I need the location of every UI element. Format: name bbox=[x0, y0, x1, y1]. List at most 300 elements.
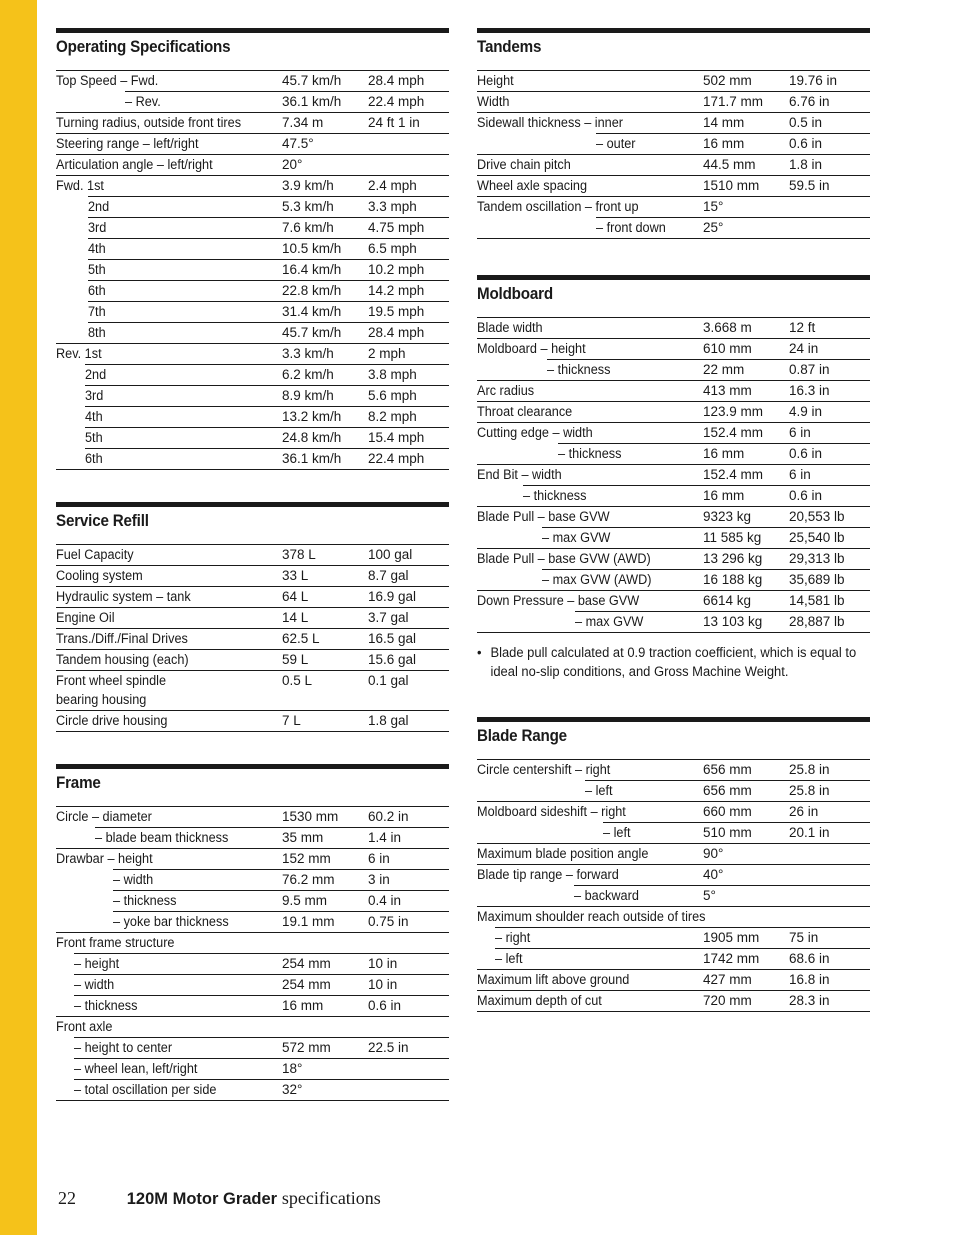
metric-value: 16 mm bbox=[703, 136, 745, 151]
spec-label bbox=[56, 1017, 282, 1037]
spec-label bbox=[477, 949, 703, 969]
section-header bbox=[56, 764, 449, 801]
spec-label-text: 3rd bbox=[88, 220, 107, 235]
metric-value: 3.668 m bbox=[703, 320, 752, 335]
spec-label-text: 5th bbox=[88, 262, 106, 277]
metric-value: 5° bbox=[703, 888, 716, 903]
spec-label bbox=[56, 996, 282, 1016]
metric-value: 64 L bbox=[282, 589, 309, 604]
spec-table bbox=[56, 544, 449, 732]
spec-label bbox=[477, 155, 703, 175]
metric-value: 0.5 L bbox=[282, 673, 313, 688]
spec-row bbox=[477, 991, 870, 1012]
spec-label bbox=[477, 865, 703, 885]
spec-label-text: Top Speed – Fwd. bbox=[56, 73, 159, 88]
spec-row bbox=[477, 197, 870, 218]
imperial-value: 1.4 in bbox=[368, 830, 402, 845]
spec-row bbox=[56, 176, 449, 197]
spec-label bbox=[56, 386, 282, 406]
spec-row bbox=[56, 1038, 449, 1059]
imperial-value: 0.6 in bbox=[789, 488, 823, 503]
imperial-value: 1.8 in bbox=[789, 157, 823, 172]
spec-label bbox=[56, 260, 282, 280]
spec-label-text: Width bbox=[477, 94, 510, 109]
spec-label-text: Maximum depth of cut bbox=[477, 993, 602, 1008]
imperial-value: 2.4 mph bbox=[368, 178, 417, 193]
imperial-value: 22.5 in bbox=[368, 1040, 409, 1055]
spec-row bbox=[56, 828, 449, 849]
metric-value: 45.7 km/h bbox=[282, 73, 342, 88]
section-title: Moldboard bbox=[477, 285, 553, 303]
spec-label-text: 4th bbox=[85, 409, 103, 424]
spec-row bbox=[56, 587, 449, 608]
spec-label-text: Drive chain pitch bbox=[477, 157, 571, 172]
metric-value: 660 mm bbox=[703, 804, 752, 819]
spec-row bbox=[56, 954, 449, 975]
spec-label bbox=[56, 239, 282, 259]
spec-label-text: Cooling system bbox=[56, 568, 143, 583]
spec-row bbox=[477, 844, 870, 865]
footnote-text: Blade pull calculated at 0.9 traction coefficient, which is equal to ideal no-slip conditions, and Gross Machine Weight. bbox=[490, 645, 857, 679]
spec-label bbox=[477, 886, 703, 906]
spec-row bbox=[477, 760, 870, 781]
spec-label bbox=[56, 870, 282, 890]
spec-label-text: 2nd bbox=[88, 199, 110, 214]
spec-label-text: Tandem oscillation – front up bbox=[477, 199, 639, 214]
imperial-value: 24 ft 1 in bbox=[368, 115, 420, 130]
imperial-value: 0.6 in bbox=[368, 998, 402, 1013]
spec-row bbox=[477, 444, 870, 465]
row-divider bbox=[477, 632, 870, 633]
metric-value: 47.5° bbox=[282, 136, 314, 151]
spec-label-text: End Bit – width bbox=[477, 467, 562, 482]
spec-label-text: – max GVW (AWD) bbox=[542, 572, 652, 587]
imperial-value: 6.76 in bbox=[789, 94, 830, 109]
spec-label bbox=[56, 545, 282, 565]
metric-value: 5.3 km/h bbox=[282, 199, 334, 214]
spec-label-text: – thickness bbox=[523, 488, 587, 503]
spec-table bbox=[477, 317, 870, 633]
spec-label-text: – blade beam thickness bbox=[95, 830, 229, 845]
spec-label bbox=[477, 318, 703, 338]
spec-row bbox=[56, 71, 449, 92]
spec-label-text: Blade tip range – forward bbox=[477, 867, 619, 882]
footnote bbox=[477, 643, 870, 681]
spec-label bbox=[477, 844, 703, 864]
blade-range-section bbox=[477, 717, 870, 1012]
imperial-value: 68.6 in bbox=[789, 951, 830, 966]
spec-label-text: – height bbox=[74, 956, 120, 971]
spec-label-text: 4th bbox=[88, 241, 106, 256]
metric-value: 427 mm bbox=[703, 972, 752, 987]
imperial-value: 10 in bbox=[368, 956, 398, 971]
metric-value: 13.2 km/h bbox=[282, 409, 342, 424]
spec-row bbox=[56, 428, 449, 449]
imperial-value: 28.4 mph bbox=[368, 73, 425, 88]
spec-label bbox=[56, 650, 282, 670]
spec-label bbox=[477, 907, 870, 927]
operating-specifications-section bbox=[56, 28, 449, 470]
spec-table bbox=[477, 70, 870, 239]
metric-value: 254 mm bbox=[282, 956, 331, 971]
spec-row bbox=[477, 113, 870, 134]
section-header bbox=[477, 28, 870, 65]
spec-row bbox=[56, 344, 449, 365]
spec-label bbox=[477, 465, 703, 485]
spec-label bbox=[56, 629, 282, 649]
imperial-value: 6.5 mph bbox=[368, 241, 417, 256]
spec-label-text: – total oscillation per side bbox=[74, 1082, 217, 1097]
imperial-value: 3.8 mph bbox=[368, 367, 417, 382]
spec-label-text: Drawbar – height bbox=[56, 851, 153, 866]
imperial-value: 6 in bbox=[789, 467, 811, 482]
row-divider bbox=[56, 731, 449, 732]
spec-label bbox=[56, 849, 282, 869]
tandems-section bbox=[477, 28, 870, 239]
spec-label bbox=[56, 449, 282, 469]
spec-row bbox=[56, 365, 449, 386]
spec-label-text: – height to center bbox=[74, 1040, 173, 1055]
spec-row bbox=[477, 928, 870, 949]
imperial-value: 6 in bbox=[368, 851, 390, 866]
imperial-value: 22.4 mph bbox=[368, 451, 425, 466]
spec-label bbox=[56, 176, 282, 196]
spec-label bbox=[477, 928, 703, 948]
spec-row bbox=[56, 407, 449, 428]
imperial-value: 3.7 gal bbox=[368, 610, 409, 625]
spec-label-text: – width bbox=[113, 872, 154, 887]
spec-label-text: Maximum blade position angle bbox=[477, 846, 649, 861]
spec-row bbox=[477, 886, 870, 907]
spec-label-text: 3rd bbox=[85, 388, 104, 403]
spec-label-text: – left bbox=[603, 825, 631, 840]
spec-label-text: 8th bbox=[88, 325, 106, 340]
metric-value: 40° bbox=[703, 867, 724, 882]
metric-value: 31.4 km/h bbox=[282, 304, 342, 319]
spec-label bbox=[56, 1038, 282, 1058]
imperial-value: 15.4 mph bbox=[368, 430, 425, 445]
metric-value: 1530 mm bbox=[282, 809, 339, 824]
spec-label bbox=[477, 197, 703, 217]
spec-row bbox=[477, 402, 870, 423]
model-name: 120M Motor Grader bbox=[126, 1190, 278, 1208]
spec-label bbox=[477, 71, 703, 91]
section-title: Service Refill bbox=[56, 512, 149, 530]
metric-value: 15° bbox=[703, 199, 724, 214]
imperial-value: 26 in bbox=[789, 804, 819, 819]
metric-value: 33 L bbox=[282, 568, 309, 583]
spec-table bbox=[477, 759, 870, 1012]
spec-label-text: – wheel lean, left/right bbox=[74, 1061, 198, 1076]
metric-value: 7.34 m bbox=[282, 115, 324, 130]
metric-value: 62.5 L bbox=[282, 631, 320, 646]
metric-value: 24.8 km/h bbox=[282, 430, 342, 445]
metric-value: 572 mm bbox=[282, 1040, 331, 1055]
spec-row bbox=[56, 1059, 449, 1080]
page-number: 22 bbox=[58, 1188, 76, 1208]
metric-value: 32° bbox=[282, 1082, 303, 1097]
spec-row bbox=[56, 870, 449, 891]
spec-row bbox=[477, 823, 870, 844]
spec-label bbox=[56, 197, 282, 217]
metric-value: 8.9 km/h bbox=[282, 388, 334, 403]
spec-label-text: Circle – diameter bbox=[56, 809, 152, 824]
imperial-value: 16.5 gal bbox=[368, 631, 417, 646]
spec-label bbox=[477, 612, 703, 632]
metric-value: 19.1 mm bbox=[282, 914, 335, 929]
spec-row bbox=[56, 281, 449, 302]
spec-label bbox=[477, 339, 703, 359]
spec-label-text: Cutting edge – width bbox=[477, 425, 593, 440]
metric-value: 10.5 km/h bbox=[282, 241, 342, 256]
metric-value: 152.4 mm bbox=[703, 467, 764, 482]
metric-value: 378 L bbox=[282, 547, 316, 562]
spec-row bbox=[56, 113, 449, 134]
spec-row bbox=[56, 92, 449, 113]
metric-value: 16 mm bbox=[282, 998, 324, 1013]
spec-label-text: 2nd bbox=[85, 367, 107, 382]
metric-value: 610 mm bbox=[703, 341, 752, 356]
spec-row bbox=[477, 570, 870, 591]
spec-label bbox=[56, 344, 282, 364]
imperial-value: 10.2 mph bbox=[368, 262, 425, 277]
imperial-value: 59.5 in bbox=[789, 178, 830, 193]
imperial-value: 19.76 in bbox=[789, 73, 838, 88]
metric-value: 35 mm bbox=[282, 830, 324, 845]
imperial-value: 0.75 in bbox=[368, 914, 409, 929]
spec-label bbox=[56, 912, 282, 932]
metric-value: 16 mm bbox=[703, 488, 745, 503]
spec-row bbox=[477, 134, 870, 155]
spec-label-text: – thickness bbox=[547, 362, 611, 377]
spec-label-text: 5th bbox=[85, 430, 103, 445]
metric-value: 656 mm bbox=[703, 783, 752, 798]
imperial-value: 0.5 in bbox=[789, 115, 823, 130]
spec-label-text: – width bbox=[74, 977, 115, 992]
spec-row bbox=[56, 608, 449, 629]
spec-row bbox=[56, 545, 449, 566]
spec-label bbox=[477, 176, 703, 196]
imperial-value: 6 in bbox=[789, 425, 811, 440]
spec-row bbox=[56, 323, 449, 344]
spec-label bbox=[56, 566, 282, 586]
spec-table bbox=[56, 70, 449, 470]
metric-value: 502 mm bbox=[703, 73, 752, 88]
metric-value: 720 mm bbox=[703, 993, 752, 1008]
spec-row bbox=[477, 339, 870, 360]
spec-label bbox=[477, 760, 703, 780]
spec-label-text: Articulation angle – left/right bbox=[56, 157, 213, 172]
imperial-value: 3 in bbox=[368, 872, 390, 887]
spec-row bbox=[477, 218, 870, 239]
left-column bbox=[56, 28, 449, 1101]
spec-label-text: 6th bbox=[85, 451, 103, 466]
metric-value: 152 mm bbox=[282, 851, 331, 866]
imperial-value: 19.5 mph bbox=[368, 304, 425, 319]
spec-label-text: Fwd. 1st bbox=[56, 178, 104, 193]
spec-row bbox=[56, 891, 449, 912]
spec-label bbox=[477, 360, 703, 380]
metric-value: 1905 mm bbox=[703, 930, 760, 945]
spec-row bbox=[477, 507, 870, 528]
right-column bbox=[477, 28, 870, 1012]
metric-value: 254 mm bbox=[282, 977, 331, 992]
spec-label-text: – max GVW bbox=[542, 530, 611, 545]
spec-label-text: Sidewall thickness – inner bbox=[477, 115, 624, 130]
metric-value: 13 103 kg bbox=[703, 614, 763, 629]
spec-row bbox=[56, 260, 449, 281]
spec-row bbox=[56, 302, 449, 323]
row-divider bbox=[477, 238, 870, 239]
imperial-value: 14,581 lb bbox=[789, 593, 845, 608]
spec-row bbox=[56, 629, 449, 650]
metric-value: 59 L bbox=[282, 652, 309, 667]
spec-label-text: Maximum lift above ground bbox=[477, 972, 630, 987]
spec-row bbox=[477, 865, 870, 886]
imperial-value: 0.4 in bbox=[368, 893, 402, 908]
imperial-value: 4.75 mph bbox=[368, 220, 425, 235]
spec-row bbox=[56, 566, 449, 587]
imperial-value: 75 in bbox=[789, 930, 819, 945]
section-header bbox=[56, 502, 449, 539]
spec-label-text: Front axle bbox=[56, 1019, 113, 1034]
imperial-value: 28.4 mph bbox=[368, 325, 425, 340]
spec-row bbox=[56, 912, 449, 933]
metric-value: 171.7 mm bbox=[703, 94, 764, 109]
imperial-value: 0.1 gal bbox=[368, 673, 409, 688]
spec-label-text: Tandem housing (each) bbox=[56, 652, 189, 667]
spec-table bbox=[56, 806, 449, 1101]
spec-label bbox=[56, 711, 282, 731]
spec-label-text: – front down bbox=[596, 220, 666, 235]
imperial-value: 8.2 mph bbox=[368, 409, 417, 424]
imperial-value: 20.1 in bbox=[789, 825, 830, 840]
spec-row bbox=[56, 197, 449, 218]
spec-row bbox=[56, 671, 449, 711]
spec-label-text: Turning radius, outside front tires bbox=[56, 115, 242, 130]
imperial-value: 25.8 in bbox=[789, 762, 830, 777]
metric-value: 6614 kg bbox=[703, 593, 752, 608]
spec-row bbox=[56, 807, 449, 828]
imperial-value: 35,689 lb bbox=[789, 572, 845, 587]
metric-value: 36.1 km/h bbox=[282, 94, 342, 109]
spec-label bbox=[56, 71, 282, 91]
metric-value: 44.5 mm bbox=[703, 157, 756, 172]
spec-row bbox=[477, 591, 870, 612]
spec-row bbox=[56, 134, 449, 155]
spec-label-text: – thickness bbox=[74, 998, 138, 1013]
spec-row bbox=[477, 176, 870, 197]
spec-row bbox=[477, 528, 870, 549]
spec-label bbox=[56, 587, 282, 607]
row-divider bbox=[477, 1011, 870, 1012]
imperial-value: 0.6 in bbox=[789, 446, 823, 461]
imperial-value: 14.2 mph bbox=[368, 283, 425, 298]
spec-label bbox=[477, 591, 703, 611]
imperial-value: 4.9 in bbox=[789, 404, 823, 419]
spec-row bbox=[477, 381, 870, 402]
spec-row bbox=[477, 949, 870, 970]
spec-label-text: – left bbox=[585, 783, 613, 798]
metric-value: 3.3 km/h bbox=[282, 346, 334, 361]
frame-section bbox=[56, 764, 449, 1101]
row-divider bbox=[56, 1100, 449, 1101]
spec-row bbox=[56, 650, 449, 671]
spec-label bbox=[477, 381, 703, 401]
spec-label-text: Circle drive housing bbox=[56, 713, 168, 728]
spec-label bbox=[56, 323, 282, 343]
imperial-value: 10 in bbox=[368, 977, 398, 992]
page-footer bbox=[58, 1188, 381, 1209]
spec-label-text: Down Pressure – base GVW bbox=[477, 593, 640, 608]
spec-row bbox=[477, 781, 870, 802]
spec-label bbox=[56, 975, 282, 995]
imperial-value: 28,887 lb bbox=[789, 614, 845, 629]
spec-label bbox=[56, 608, 282, 628]
imperial-value: 16.8 in bbox=[789, 972, 830, 987]
spec-label-text: Arc radius bbox=[477, 383, 535, 398]
spec-label bbox=[477, 991, 703, 1011]
spec-label-text: Trans./Diff./Final Drives bbox=[56, 631, 188, 646]
spec-row bbox=[477, 549, 870, 570]
spec-label bbox=[477, 549, 703, 569]
imperial-value: 1.8 gal bbox=[368, 713, 409, 728]
spec-label bbox=[56, 933, 282, 953]
imperial-value: 28.3 in bbox=[789, 993, 830, 1008]
spec-label bbox=[477, 507, 703, 527]
spec-label bbox=[56, 671, 282, 709]
spec-row bbox=[56, 711, 449, 732]
spec-label bbox=[477, 134, 703, 154]
metric-value: 413 mm bbox=[703, 383, 752, 398]
section-header bbox=[56, 28, 449, 65]
spec-label bbox=[477, 570, 703, 590]
metric-value: 9.5 mm bbox=[282, 893, 328, 908]
metric-value: 14 mm bbox=[703, 115, 745, 130]
spec-row bbox=[56, 849, 449, 870]
spec-label bbox=[477, 402, 703, 422]
metric-value: 90° bbox=[703, 846, 724, 861]
metric-value: 22 mm bbox=[703, 362, 745, 377]
spec-label bbox=[477, 444, 703, 464]
spec-label-text: – yoke bar thickness bbox=[113, 914, 229, 929]
metric-value: 16 mm bbox=[703, 446, 745, 461]
spec-label bbox=[56, 1080, 282, 1100]
imperial-value: 16.9 gal bbox=[368, 589, 417, 604]
spec-label-text: Front frame structure bbox=[56, 935, 175, 950]
yellow-sidebar bbox=[0, 0, 37, 1235]
spec-label bbox=[56, 428, 282, 448]
spec-label bbox=[56, 365, 282, 385]
spec-label bbox=[56, 1059, 282, 1079]
spec-label-text: – outer bbox=[596, 136, 636, 151]
spec-label bbox=[56, 218, 282, 238]
spec-label-text: Fuel Capacity bbox=[56, 547, 134, 562]
spec-label-text: Steering range – left/right bbox=[56, 136, 199, 151]
spec-label bbox=[56, 92, 282, 112]
spec-label bbox=[477, 113, 703, 133]
imperial-value: 0.6 in bbox=[789, 136, 823, 151]
spec-row bbox=[477, 318, 870, 339]
spec-label-text: Wheel axle spacing bbox=[477, 178, 588, 193]
spec-label bbox=[56, 302, 282, 322]
spec-label-text: Maximum shoulder reach outside of tires bbox=[477, 909, 706, 924]
imperial-value: 100 gal bbox=[368, 547, 413, 562]
metric-value: 7 L bbox=[282, 713, 301, 728]
spec-row bbox=[56, 386, 449, 407]
spec-label bbox=[477, 970, 703, 990]
footer-suffix: specifications bbox=[281, 1188, 381, 1208]
